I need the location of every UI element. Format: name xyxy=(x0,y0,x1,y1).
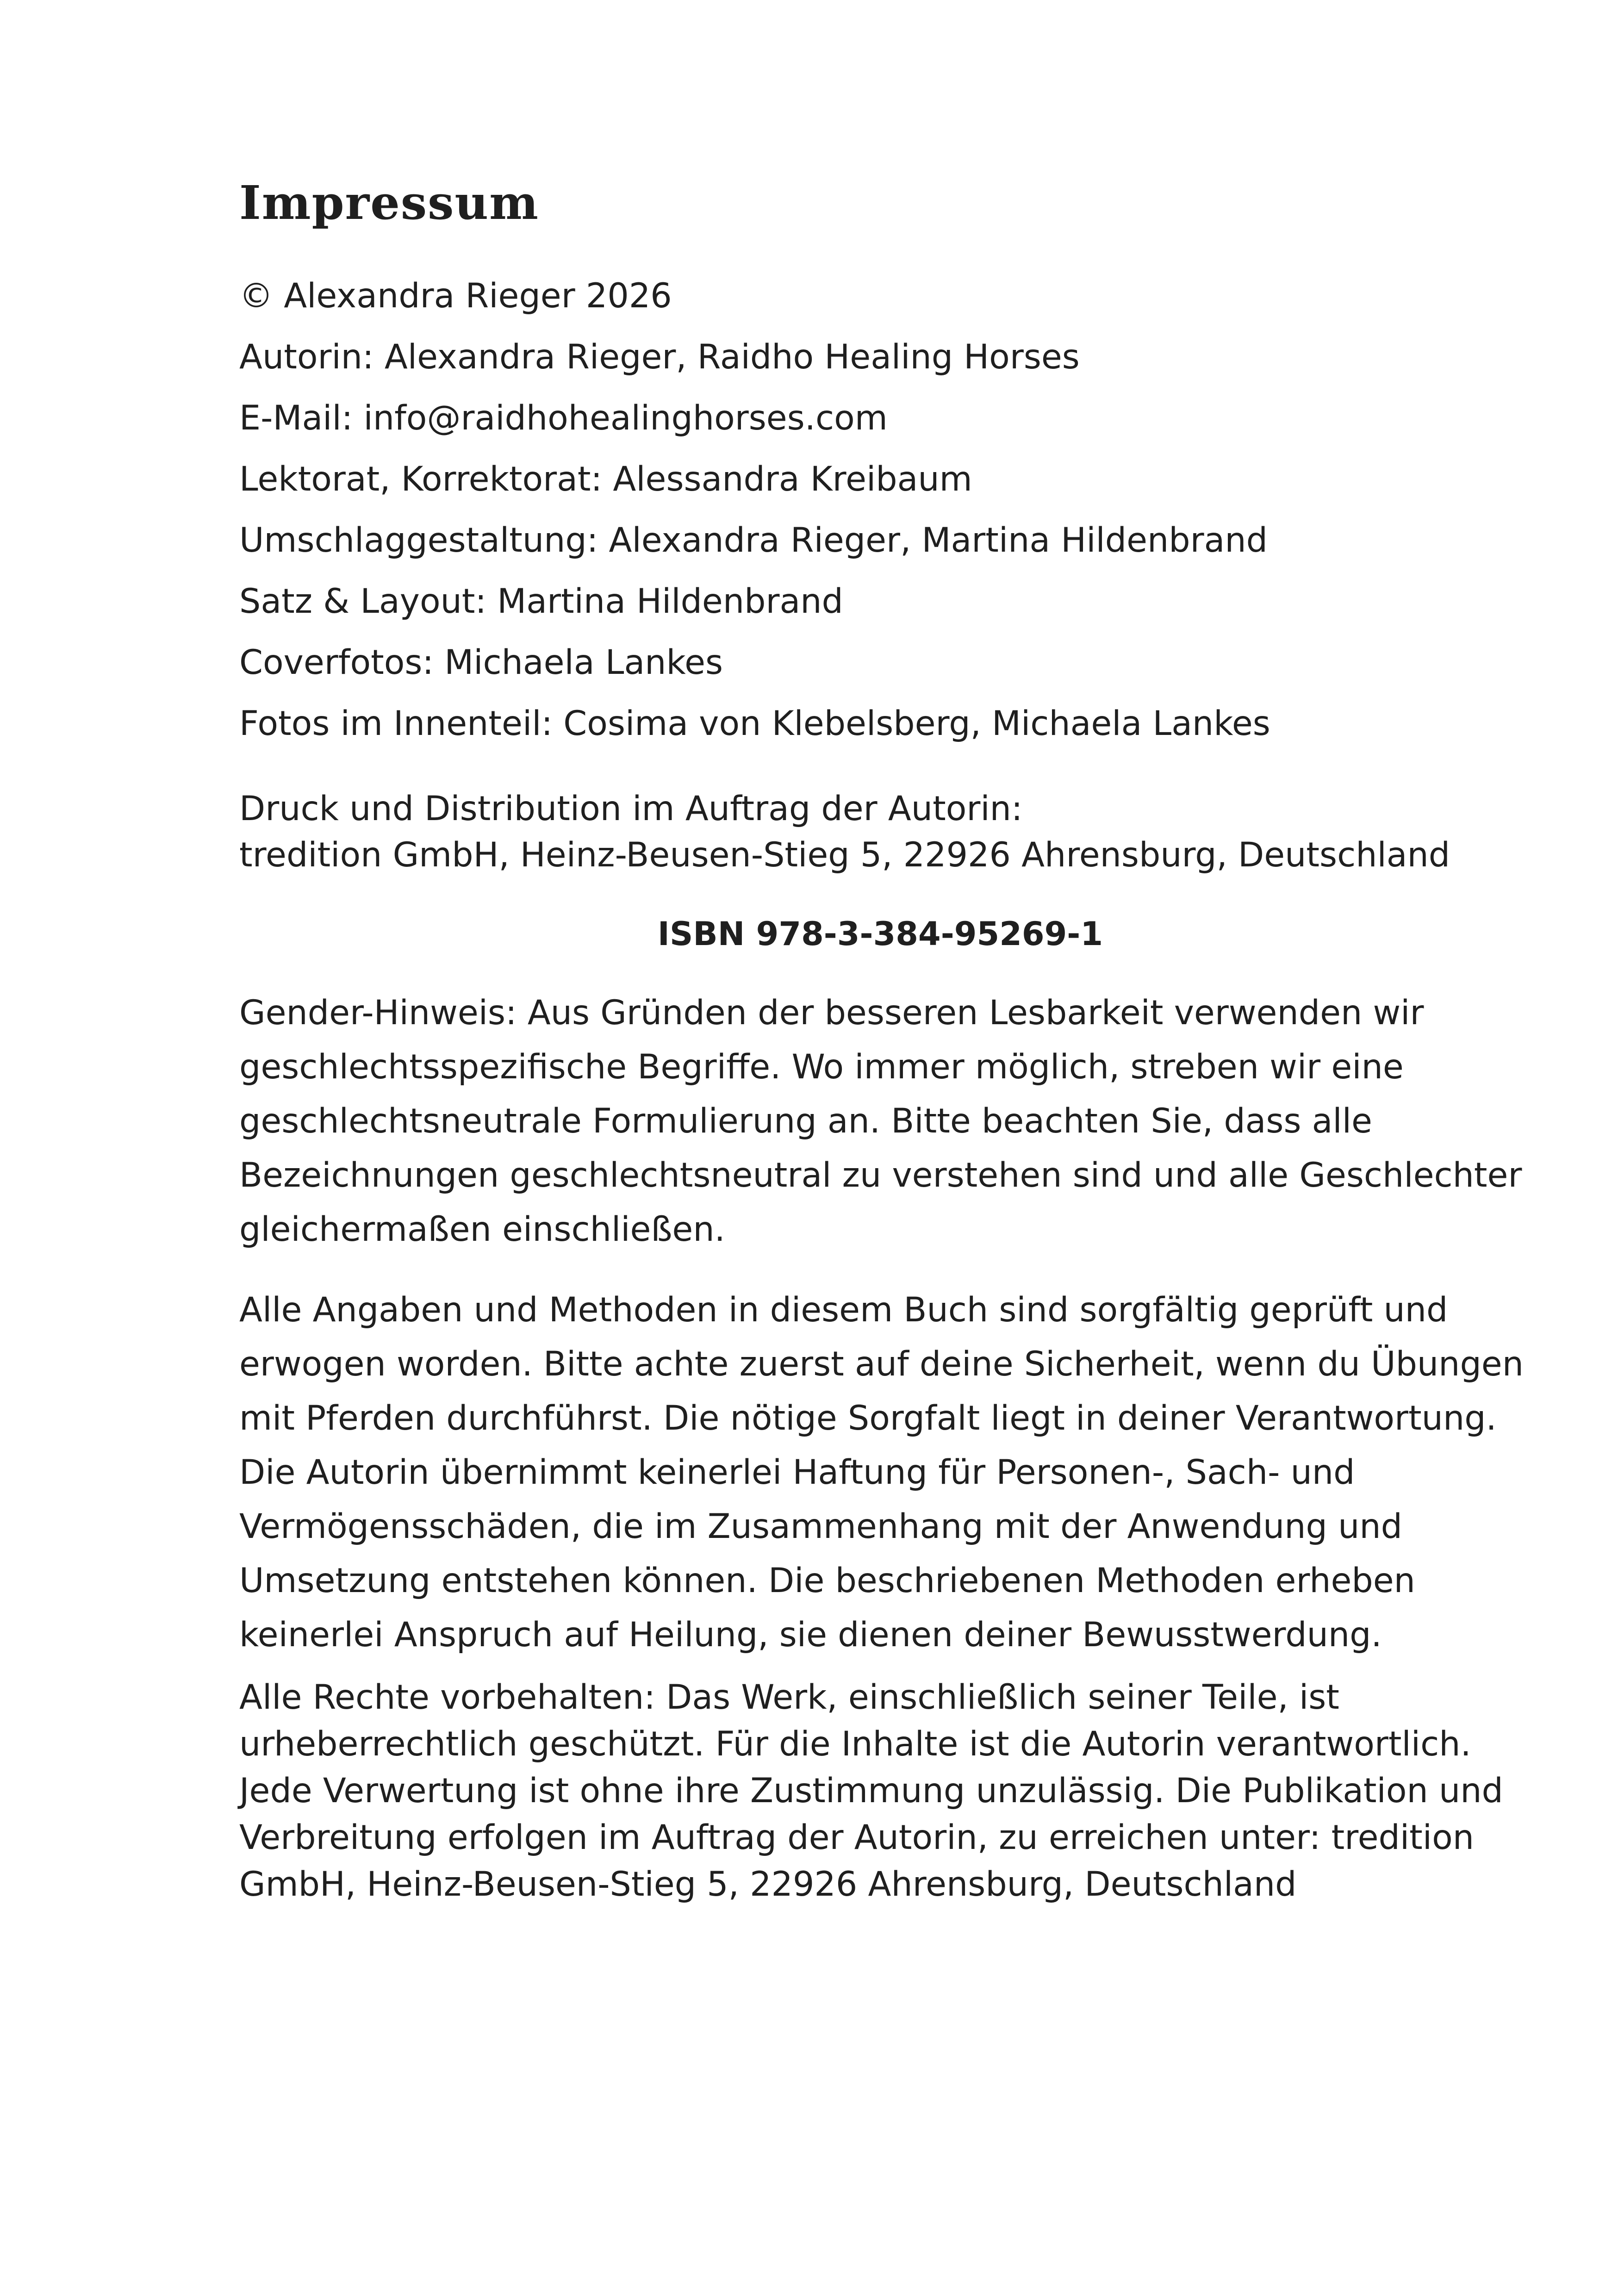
gender-note-line: Gender-Hinweis: Aus Gründen der besseren Lesbarkeit verwenden wir xyxy=(239,993,1424,1033)
copyright-line: © Alexandra Rieger 2026 xyxy=(239,276,672,316)
rights-notice-line: Verbreitung erfolgen im Auftrag der Autorin, zu erreichen unter: tredition xyxy=(239,1818,1474,1857)
print-distribution xyxy=(239,786,1489,878)
rights-notice-line: Alle Rechte vorbehalten: Das Werk, einschließlich seiner Teile, ist xyxy=(239,1678,1339,1717)
disclaimer-line: erwogen worden. Bitte achte zuerst auf deine Sicherheit, wenn du Übungen xyxy=(239,1344,1524,1384)
gender-note-line: gleichermaßen einschließen. xyxy=(239,1210,725,1249)
gender-note-line: geschlechtsneutrale Formulierung an. Bitte beachten Sie, dass alle xyxy=(239,1101,1372,1141)
print-distribution-line: Druck und Distribution im Auftrag der Autorin: xyxy=(239,789,1023,828)
disclaimer-line: Alle Angaben und Methoden in diesem Buch sind sorgfältig geprüft und xyxy=(239,1290,1448,1330)
disclaimer xyxy=(239,1283,1524,1662)
editing-line: Lektorat, Korrektorat: Alessandra Kreibaum xyxy=(239,460,972,499)
isbn: ISBN 978-3-384-95269-1 xyxy=(657,915,1103,953)
disclaimer-line: keinerlei Anspruch auf Heilung, sie dienen deiner Bewusstwerdung. xyxy=(239,1615,1382,1655)
rights-notice xyxy=(239,1674,1503,1908)
gender-note-line: geschlechtsspezifische Begriffe. Wo immer möglich, streben wir eine xyxy=(239,1047,1404,1087)
cover-photos-line: Coverfotos: Michaela Lankes xyxy=(239,643,723,682)
gender-note-line: Bezeichnungen geschlechtsneutral zu verstehen sind und alle Geschlechter xyxy=(239,1156,1522,1195)
disclaimer-line: Umsetzung entstehen können. Die beschriebenen Methoden erheben xyxy=(239,1561,1415,1600)
interior-photos-line: Fotos im Innenteil: Cosima von Klebelsberg, Michaela Lankes xyxy=(239,704,1270,743)
cover-design-line: Umschlaggestaltung: Alexandra Rieger, Martina Hildenbrand xyxy=(239,521,1268,560)
print-distribution-address: tredition GmbH, Heinz-Beusen-Stieg 5, 22926 Ahrensburg, Deutschland xyxy=(239,835,1450,875)
disclaimer-line: Die Autorin übernimmt keinerlei Haftung für Personen-, Sach- und xyxy=(239,1453,1355,1492)
rights-notice-line: urheberrechtlich geschützt. Für die Inhalte ist die Autorin verantwortlich. xyxy=(239,1724,1471,1764)
impressum-page xyxy=(239,0,1524,2296)
layout-line: Satz & Layout: Martina Hildenbrand xyxy=(239,582,843,621)
page-title: Impressum xyxy=(239,175,539,230)
rights-notice-line: GmbH, Heinz-Beusen-Stieg 5, 22926 Ahrensburg, Deutschland xyxy=(239,1865,1297,1904)
gender-note xyxy=(239,986,1522,1257)
author-line: Autorin: Alexandra Rieger, Raidho Healing Horses xyxy=(239,337,1080,377)
rights-notice-line: Jede Verwertung ist ohne ihre Zustimmung unzulässig. Die Publikation und xyxy=(239,1771,1503,1811)
email-line: E-Mail: info@raidhohealinghorses.com xyxy=(239,398,888,438)
disclaimer-line: mit Pferden durchführst. Die nötige Sorgfalt liegt in deiner Verantwortung. xyxy=(239,1399,1497,1438)
disclaimer-line: Vermögensschäden, die im Zusammenhang mit der Anwendung und xyxy=(239,1507,1402,1546)
